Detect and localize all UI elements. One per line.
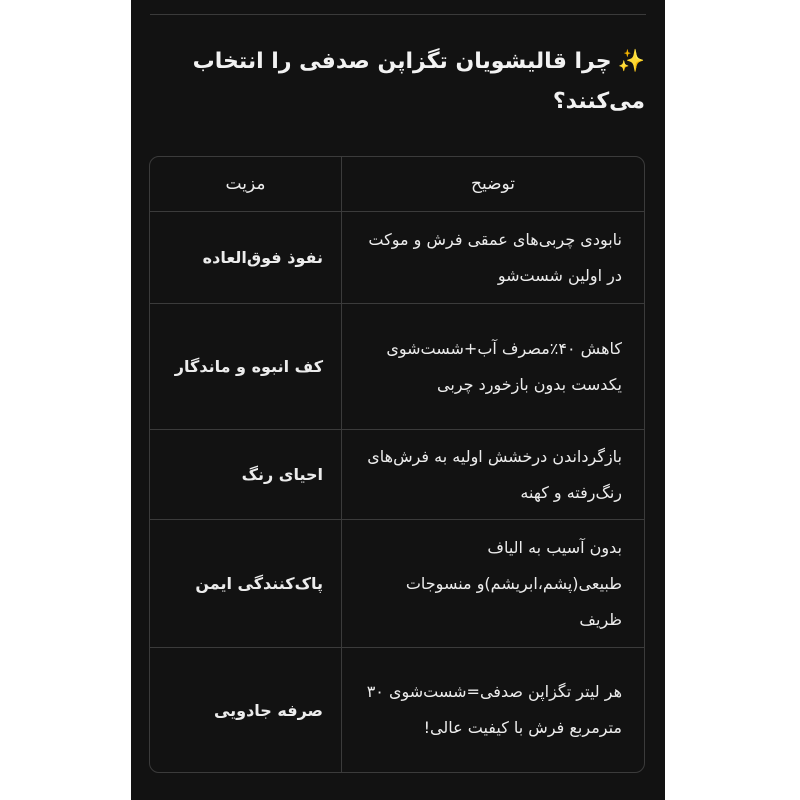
table-header-row	[150, 157, 644, 212]
table-row	[150, 430, 644, 520]
feature-cell: صرفه جادویی	[213, 700, 323, 720]
description-cell: نابودی چربی‌های عمقی فرش و موکت در اولین شست‌شو	[342, 212, 645, 304]
feature-cell: احیای رنگ	[150, 430, 342, 520]
table-row	[150, 648, 644, 773]
table-row	[150, 520, 644, 648]
description-cell: بدون آسیب به الیاف طبیعی(پشم،ابریشم)و منسوجات ظریف	[342, 520, 645, 648]
sparkles-icon: ✨	[617, 49, 645, 74]
description-cell: کاهش ۴۰٪مصرف آب+شست‌شوی یکدست بدون بازخورد چربی	[342, 304, 645, 430]
benefits-table	[149, 156, 645, 773]
column-header-description: توضیح	[342, 157, 645, 212]
feature-cell: کف انبوه و ماندگار	[150, 304, 342, 430]
column-header-feature: مزیت	[150, 157, 342, 212]
description-cell: بازگرداندن درخشش اولیه به فرش‌های رنگ‌رفته و کهنه	[342, 430, 645, 520]
section-heading-text: چرا قالیشویان تگزاپن صدفی را انتخاب می‌کنند؟	[192, 49, 645, 114]
feature-cell: پاک‌کنندگی ایمن	[150, 520, 342, 648]
table-row	[150, 212, 644, 304]
feature-cell: نفوذ فوق‌العاده	[150, 212, 342, 304]
table-row	[150, 304, 644, 430]
description-cell: هر لیتر تگزاپن صدفی=شست‌شوی ۳۰ مترمربع فرش با کیفیت عالی!	[342, 648, 645, 773]
chat-message-panel	[131, 0, 665, 800]
section-heading	[175, 42, 645, 122]
divider	[150, 14, 646, 15]
